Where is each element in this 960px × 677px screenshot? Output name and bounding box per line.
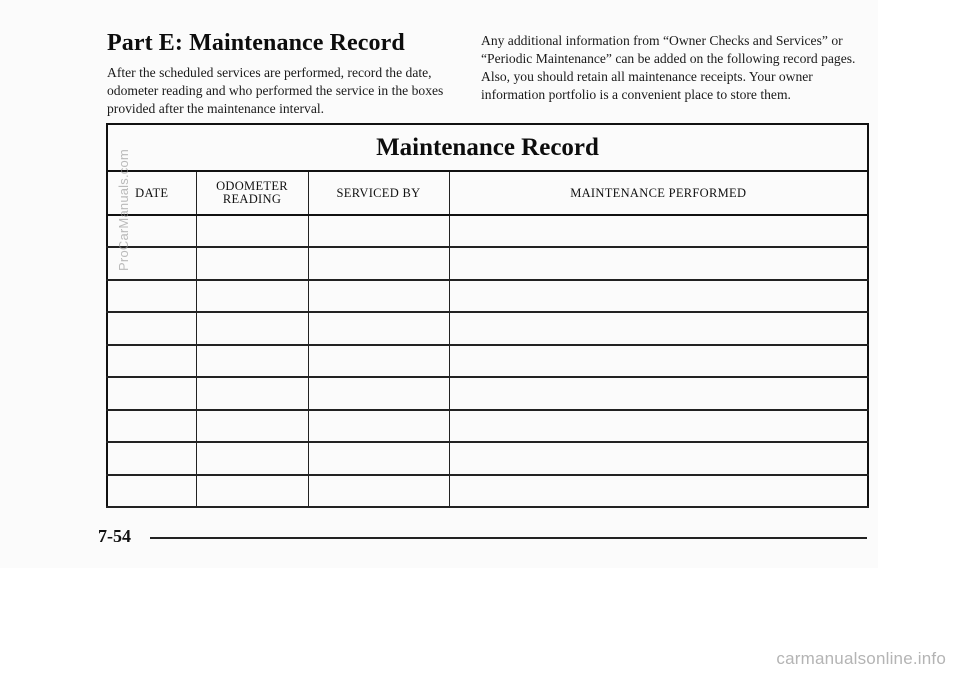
table-cell (449, 377, 868, 409)
footer-rule (150, 537, 867, 539)
table-cell (107, 280, 196, 312)
table-cell (107, 345, 196, 377)
table-cell (196, 377, 308, 409)
table-cell (196, 280, 308, 312)
table-row (107, 345, 868, 377)
intro-paragraph-right: Any additional information from “Owner Checks and Services” or “Periodic Maintenance” can be added on the following record pages. Also, you should retain all maintenance receipts. Your owner information portfolio is a convenient place to store them. (481, 33, 856, 102)
table-cell (308, 345, 449, 377)
table-cell (308, 442, 449, 474)
table-cell (449, 280, 868, 312)
table-cell (308, 377, 449, 409)
table-cell (449, 475, 868, 508)
table-cell (107, 312, 196, 344)
column-header: MAINTENANCE PERFORMED (449, 171, 868, 215)
table-header-row (107, 171, 868, 215)
table-cell (449, 247, 868, 279)
table-cell (107, 377, 196, 409)
table-cell (196, 247, 308, 279)
table-cell (449, 442, 868, 474)
table-row (107, 312, 868, 344)
table-row (107, 377, 868, 409)
column-header: DATE (107, 171, 196, 215)
maintenance-record-table (106, 123, 869, 508)
table-row (107, 215, 868, 247)
table-cell (308, 280, 449, 312)
table-cell (449, 312, 868, 344)
table-cell (196, 215, 308, 247)
column-header: ODOMETER READING (196, 171, 308, 215)
table-row (107, 410, 868, 442)
site-watermark: carmanualsonline.info (776, 649, 946, 668)
table-cell (449, 345, 868, 377)
table-cell (308, 475, 449, 508)
table-row (107, 247, 868, 279)
watermark-text: ProCarManuals.com (116, 149, 131, 271)
table-row (107, 475, 868, 508)
page-number: 7-54 (98, 526, 131, 546)
table-cell (196, 475, 308, 508)
table-cell (196, 345, 308, 377)
table-cell (449, 215, 868, 247)
table-body (107, 215, 868, 507)
table-cell (449, 410, 868, 442)
table-cell (196, 312, 308, 344)
table-cell (107, 410, 196, 442)
table-cell (308, 410, 449, 442)
intro-paragraph-left: After the scheduled services are performed, record the date, odometer reading and who performed the service in the boxes provided after the maintenance interval. (107, 65, 444, 116)
table-cell (308, 215, 449, 247)
table-row (107, 280, 868, 312)
table-cell (107, 442, 196, 474)
table-row (107, 442, 868, 474)
table-cell (107, 475, 196, 508)
section-heading: Part E: Maintenance Record (107, 30, 405, 56)
column-header: SERVICED BY (308, 171, 449, 215)
table-cell (308, 247, 449, 279)
table-cell (196, 410, 308, 442)
table-cell (308, 312, 449, 344)
table-cell (196, 442, 308, 474)
table-title: Maintenance Record (107, 124, 868, 171)
